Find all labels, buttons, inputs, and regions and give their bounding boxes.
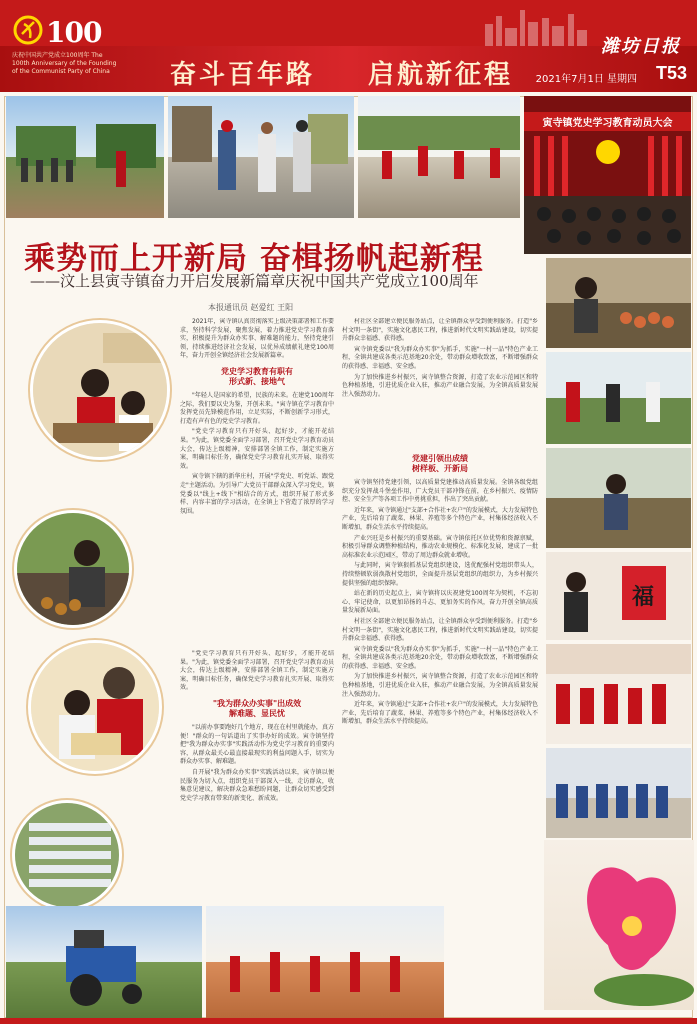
photo-village-gathering [6,96,164,218]
photo-circle-children-study [30,320,170,460]
article-column-2b [342,448,538,928]
photo-children-sports [206,906,444,1018]
photo-circle-greenhouse-aerial [12,800,122,910]
page-number: T53 [655,63,687,83]
photo-officials-visit [168,96,354,218]
paragraph: 为了加快推进乡村振兴，寅寺镇整合资源，打造了农业示范园区和特色种植基地，引进优质企业入驻，推动产业融合发展，为全镇高质量发展注入强劲动力。 [342,373,538,398]
article-column-2 [342,318,538,448]
photo-greenhouse-work [546,352,691,444]
photo-calligraphy [546,552,691,640]
paragraph: "以前办事要跑好几个地方，现在在村里就能办，真方便！"群众的一句话道出了实事办好的成效。寅寺镇坚持把"我为群众办实事"实践活动作为党史学习教育的重要内容，从群众最关心最直接最现实的利益问题入手，切实为群众办实事、解难题。 [180,723,334,766]
couplet-character: 福 [632,584,655,610]
paragraph: 寅寺镇下辖的新华庄村，开展"学党史、听党话、跟党走"主题活动。为引导广大党员干部群众深入学习党史，镇党委以"线上+线下"相结合的方式，组织开展了形式多样、内容丰富的学习活动，在全镇上下营造了浓厚的学习氛围。 [180,473,334,515]
photo-fruit-vendor [546,258,691,348]
paper-name: 潍坊日报 [601,36,681,57]
article-column-1 [180,318,334,648]
masthead [0,0,697,92]
footer-band [0,1018,697,1024]
article-headline: 乘势而上开新局 奋楫扬帆起新程 [24,241,484,277]
section-title-2: "我为群众办实事"出成效 解难题、显民忧 [212,698,302,718]
paragraph: 寅寺镇党委以"我为群众办实事"为抓手，实施"一村一品"特色产业工程，全镇共建成各类示范基地20余处，带动群众增收致富，不断增强群众的获得感、幸福感、安全感。 [342,345,538,370]
section-title-1: 党史学习教育有职有 形式新、接地气 [221,366,293,386]
paragraph: 村社区全部建立便民服务站点，让全镇群众享受到便利服务。打造"乡村文明一条街"，实施文化惠民工程，推进新时代文明实践站建设，切实提升群众幸福感、获得感。 [342,617,538,643]
paragraph: 寅寺镇党委以"我为群众办实事"为抓手，实施"一村一品"特色产业工程，全镇共建成各类示范基地20余处，带动群众增收致富，不断增强群众的获得感、幸福感、安全感。 [342,645,538,670]
paragraph: 为了加快推进乡村振兴，寅寺镇整合资源，打造了农业示范园区和特色种植基地，引进优质企业入驻，推动产业融合发展，为全镇高质量发展注入强劲动力。 [342,673,538,698]
photo-field-inspection [546,448,691,548]
photo-circle-grandparent-reading [28,640,162,774]
paragraph: "年轻人是国家的希望，民族的未来。在建党100周年之际，我们要以史为鉴，开创未来。"寅寺镇在学习教育中发挥党员先锋模范作用，立足实际，不断创新学习形式，打造有声有色的党史学习教育。 [180,391,334,425]
paragraph: 村社区全部建立便民服务站点，让全镇群众享受到便利服务。打造"乡村文明一条街"，实施文化惠民工程，推进新时代文明实践站建设，切实提升群众幸福感、获得感。 [342,318,538,343]
paragraph: 寅寺镇坚持党建引领，以高质量党建推动高质量发展。全镇各级党组织充分发挥战斗堡垒作用，广大党员干部冲锋在前，在乡村振兴、疫情防控、安全生产等各项工作中勇挑重担，作出了突出贡献。 [342,479,538,504]
article-byline: 本报通讯员 赵爱红 王阳 [208,303,294,312]
slogan-right: 启航新征程 [368,60,514,90]
article-subheadline: ——汶上县寅寺镇奋力开启发展新篇章庆祝中国共产党成立100周年 [30,272,479,290]
paragraph: 产业兴旺是乡村振兴的重要基础。寅寺镇依托区位优势和资源禀赋，积极引导群众调整种植结构，推动农业规模化、标准化发展，建成了一批高标准农业示范园区，带动了周边群众就业增收。 [342,534,538,559]
meeting-banner: 寅寺镇党史学习教育动员大会 [524,112,691,131]
article-column-1b [180,650,334,930]
photo-tractor [6,906,202,1018]
paragraph: 与此同时，寅寺镇狠抓基层党组织建设，选优配强村党组织带头人，持续整顿软弱涣散村党组织，全面提升基层党组织的组织力，为乡村振兴提供坚强的组织保障。 [342,562,538,587]
centenary-logo [12,8,132,86]
paragraph: "党史学习教育只有开好头、起好步，才能开花结果。"为此，镇党委全面学习部署，召开党史学习教育动员大会，传达上级精神，安排部署全镇工作，制定实施方案，明确目标任务，确保党史学习教育扎实开展、取得实效。 [180,428,334,470]
photo-party-class [546,644,691,744]
paragraph: 自开展"我为群众办实事"实践活动以来，寅寺镇以便民服务为切入点，组织党员干部深入一线，走访群众，收集意见建议，解决群众急难愁盼问题，让群众切实感受到党史学习教育带来的新变化、新成效。 [180,768,334,802]
photo-square-dance [358,96,520,218]
slogan-left: 奋斗百年路 [170,60,316,90]
paragraph: 近年来，寅寺镇通过"支部+合作社+农户"的发展模式，大力发展特色产业，先后培育了蔬菜、林果、养殖等多个特色产业，村集体经济收入不断增加，群众生活水平持续提高。 [342,506,538,531]
paragraph: 站在新的历史起点上，寅寺镇将以庆祝建党100周年为契机，不忘初心、牢记使命，以更加昂扬的斗志、更加务实的作风，奋力开创全镇高质量发展新局面。 [342,590,538,615]
logo-caption: 庆祝中国共产党成立100周年 The 100th Anniversary of the Founding of the Communist Party of China [12,52,117,75]
city-skyline-icon [480,6,590,46]
logo-number: 100 [46,16,102,49]
photo-volunteer-group [546,748,691,838]
paragraph: 2021年，寅寺镇认真贯彻落实上级决策部署和工作要求，坚持科学发展，聚焦发展，着力推进党史学习教育落实，积极提升为群众办实事、解难题的能力，坚持党建引领，持续推进经济社会发展，以优异成绩献礼建党100周年，奋力开创全镇经济社会发展新篇章。 [180,318,334,360]
issue-date: 2021年7月1日 星期四 [535,74,637,85]
paragraph: 近年来，寅寺镇通过"支部+合作社+农户"的发展模式，大力发展特色产业，先后培育了蔬菜、林果、养殖等多个特色产业，村集体经济收入不断增加，群众生活水平持续提高。 [342,701,538,726]
photo-circle-farmer-crops [14,510,132,628]
section-title-3: 党建引领出成绩 树样板、开新局 [412,454,468,473]
photo-mobilization-meeting [524,96,691,254]
photo-lotus-flower [544,840,694,1010]
paragraph: "党史学习教育只有开好头、起好步，才能开花结果。"为此，镇党委全面学习部署，召开党史学习教育动员大会，传达上级精神，安排部署全镇工作，制定实施方案，明确目标任务，确保党史学习教育扎实开展、取得实效。 [180,650,334,692]
